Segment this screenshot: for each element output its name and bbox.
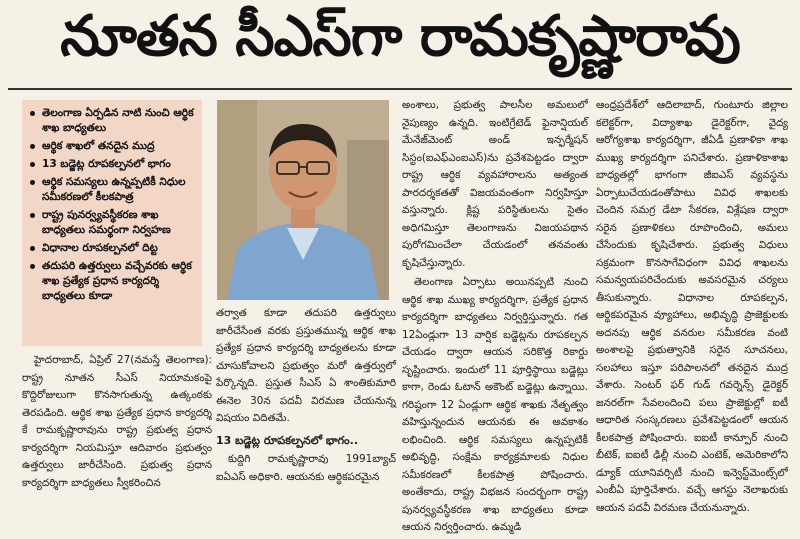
bullet-icon (30, 246, 35, 251)
highlight-item: విధానాల రూపకల్పనలో దిట్ట (30, 241, 196, 256)
highlight-item: రాష్ట్ర పునర్వ్యవస్థీకరణ శాఖ బాధ్యతలు సమర్థంగా నిర్వహణ (30, 208, 196, 238)
article-paragraph: తర్వాత కూడా తదుపరి ఉత్తర్వులు జారీచేసేంత వరకు ప్రస్తుతమున్న ఆర్థిక శాఖ ప్రత్యేక ప్రధాన కార్యదర్శి బాధ్యతలను కూడా చూసుకోవాలని ప్రభుత్వం మరో ఉత్తర్వులో పేర్కొన్నది. ప్రస్తుత సీఎస్ ఏ శాంతికుమారి ఈనెల 30న పదవీ విరమణ చేయనున్న విషయం విదితమే. (216, 307, 396, 424)
highlight-item: ఆర్థిక శాఖలో తనదైన ముద్ర (30, 139, 196, 154)
article-paragraph: ఆంధ్రప్రదేశ్‌లో ఆదిలాబాద్, గుంటూరు జిల్లాల కలెక్టర్‌గా, విద్యాశాఖ డైరెక్టర్‌గా, వైద్య ఆరోగ్యశాఖ కార్యదర్శిగా, జీఏడీ ప్రణాళికా శాఖ ముఖ్య కార్యదర్శిగా పనిచేశారు. ప్రణాళికాశాఖ బాధ్యతల్లో భాగంగా జీఐఎస్ వ్యవస్థను ఏర్పాటుచేయడంతోపాటు వివిధ శాఖలకు చెందిన సమగ్ర డేటా సేకరణ, విశ్లేషణ ద్వారా సరైన ప్రణాళికలు రూపొందించి, అమలు చేసేందుకు కృషిచేశారు. ప్రభుత్వ విధులు సక్రమంగా కొనసాగేవిధంగా వివిధ శాఖలను సమన్వయపరిచేందుకు అవసరమైన చర్యలు తీసుకున్నారు. విధానాల రూపకల్పన, ఆర్థికపరమైన వ్యూహాలు, అభివృద్ధి ప్రాజెక్టులకు అదనపు ఆర్థిక వనరుల సమీకరణ వంటి అంశాలపై ప్రభుత్వానికి సరైన సూచనలు, సలహాలు ఇస్తూ పరిపాలనలో తనదైన ముద్ర వేశారు. సెంటర్ ఫర్ గుడ్ గవర్నెన్స్ డైరెక్టర్ జనరల్‌గా సేవలందించి పలు ప్రాజెక్టుల్లో ఐటీ ఆధారిత సంస్కరణలు ప్రవేశపెట్టడంలో ఆయన కీలకపాత్ర పోషించారు. ఐఐటీ కాన్పూర్ నుంచి బీటెక్, ఐఐటీ ఢిల్లీ నుంచి ఎంటెక్, అమెరికాలోని డ్యూక్ యూనివర్సిటీ నుంచి ఇన్వెస్ట్‌మెంట్స్‌లో ఎంబీఏ పూర్తిచేశారు. వచ్చే ఆగస్టు నెలాఖరుకు ఆయన పదవీ విరమణ చేయనున్నారు. (596, 99, 788, 514)
highlights-box (22, 100, 202, 346)
section-subheading: 13 బడ్జెట్ల రూపకల్పనలో భాగం.. (216, 433, 358, 447)
bullet-icon (30, 264, 35, 269)
highlight-item: 13 బడ్జెట్ల రూపకల్పనలో భాగం (30, 157, 196, 172)
highlight-item: తదుపరి ఉత్తర్వులు వచ్చేవరకు ఆర్థిక శాఖ ప్రత్యేక ప్రధాన కార్యదర్శి బాధ్యతలు కూడా (30, 259, 196, 304)
article-paragraph: అంశాలు, ప్రభుత్వ పాలసీల అమలులో నైపుణ్యం ఉన్నది. ఇంటిగ్రేటెడ్ ఫైనాన్షియల్ మేనేజ్‌మెంట్ అండ్ ఇన్ఫర్మేషన్ సిస్టం(ఐఎఫ్ఎంఐఎస్)ను ప్రవేశపెట్టడం ద్వారా రాష్ట్ర ఆర్థిక వ్యవహారాలను అత్యంత పారదర్శకతతో విజయవంతంగా నిర్వహిస్తూ వస్తున్నారు. క్లిష్ట పరిస్థితులను సైతం అధిగమిస్తూ తెలంగాణను విజయపథాన పురోగమించేలా చేయడంలో తనవంతు కృషిచేస్తున్నారు. (402, 99, 588, 269)
bullet-icon (30, 162, 35, 167)
highlights-list (30, 106, 196, 304)
portrait-photo (217, 100, 389, 300)
article-paragraph: కుద్దిగి రామకృష్ణారావు 1991బ్యాచ్ ఐఏఎస్ అధికారి. ఆయనకు ఆర్థికపరమైన (216, 453, 396, 483)
article-column-1 (22, 352, 212, 494)
bullet-icon (30, 180, 35, 185)
headline: నూతన సీఎస్‌గా రామకృష్ణారావు (60, 3, 740, 69)
article-column-4 (596, 97, 788, 519)
article-column-2 (216, 305, 396, 488)
article-paragraph: తెలంగాణ ఏర్పాటు అయినప్పటి నుంచి ఆర్థిక శాఖ ముఖ్య కార్యదర్శిగా, ప్రత్యేక ప్రధాన కార్యదర్శిగా బాధ్యతలు నిర్వర్తిస్తున్నారు. గత 12ఏండ్లుగా 13 వార్షిక బడ్జెట్లను రూపకల్పన చేయడం ద్వారా ఆయన సరికొత్త రికార్డు సృష్టించారు. ఇందులో 11 పూర్తిస్థాయి బడ్జెట్లు కాగా, రెండు ఓటాన్ అకౌంట్ బడ్జెట్లు ఉన్నాయి. గరిష్ఠంగా 12 ఏండ్లుగా ఆర్థిక శాఖకు నేతృత్వం వహిస్తున్నందున ఆయనకు ఈ అవకాశం లభించింది. ఆర్థిక సమస్యలు ఉన్నప్పటికీ అభివృద్ధి, సంక్షేమ కార్యక్రమాలకు నిధుల సమీకరణలో కీలకపాత్ర పోషించారు. అంతేకాదు, రాష్ట్ర విభజన సందర్భంగా రాష్ట్ర పునర్వ్యవస్థీకరణ శాఖ బాధ్యతలు కూడా ఆయన నిర్వర్తించారు. ఉమ్మడి (402, 276, 588, 533)
bullet-icon (30, 111, 35, 116)
article-paragraph: హైదరాబాద్, ఏప్రిల్ 27(నమస్తే తెలంగాణ): రాష్ట్ర నూతన సీఎస్ నియామకంపై కొద్దిరోజులుగా కొనసాగుతున్న ఉత్కంఠకు తెరపడింది. ఆర్థిక శాఖ ప్రత్యేక ప్రధాన కార్యదర్శి కే రామకృష్ణారావును రాష్ట్ర ప్రభుత్వ ప్రధాన కార్యదర్శిగా నియమిస్తూ ఆదివారం ప్రభుత్వం ఉత్తర్వులు జారీచేసింది. ప్రభుత్వ ప్రధాన కార్యదర్శిగా బాధ్యతలు స్వీకరించిన (22, 354, 212, 489)
article-column-3 (402, 97, 588, 539)
highlight-item: ఆర్థిక సమస్యలు ఉన్నప్పటికీ నిధుల సమీకరణలో కీలకపాత్ర (30, 175, 196, 205)
bullet-icon (30, 213, 35, 218)
highlight-item: తెలంగాణ ఏర్పడిన నాటి నుంచి ఆర్థిక శాఖ బాధ్యతలు (30, 106, 196, 136)
bullet-icon (30, 144, 35, 149)
headline-rule (8, 88, 792, 90)
